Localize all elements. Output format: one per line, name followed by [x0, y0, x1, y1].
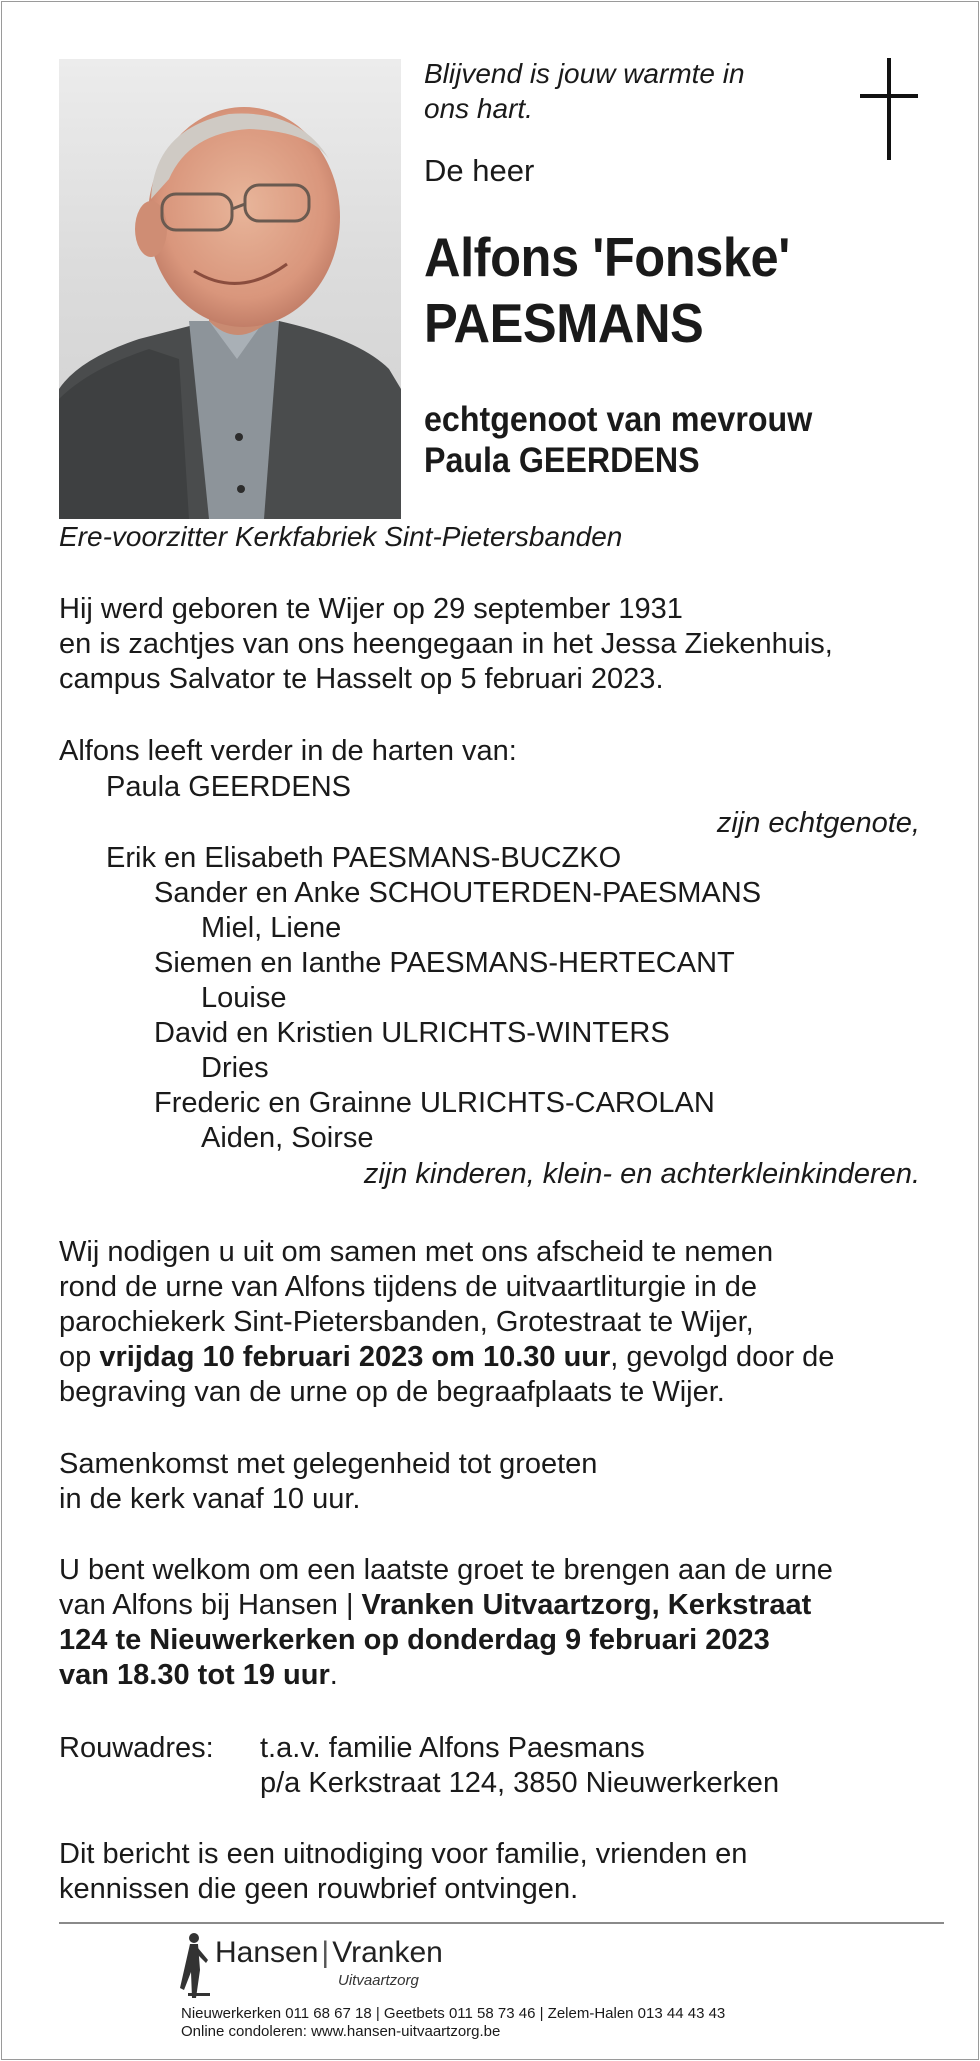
wife-name: Paula GEERDENS	[106, 771, 351, 803]
epitaph-line: ons hart.	[424, 93, 533, 124]
wife-caption: zijn echtgenote,	[716, 807, 920, 839]
address-line: t.a.v. familie Alfons Paesmans	[260, 1732, 645, 1764]
text-segment: op	[59, 1341, 100, 1373]
text-segment: , gevolgd door de	[610, 1341, 835, 1373]
text-line: begraving van de urne op de begraafplaats te Wijer.	[59, 1376, 725, 1408]
address-block	[260, 1731, 779, 1801]
name-line: Alfons 'Fonske'	[424, 226, 790, 288]
great-grandchildren: Louise	[201, 982, 287, 1014]
epitaph-quote	[424, 56, 745, 126]
name-line: PAESMANS	[424, 292, 704, 354]
family-caption: zijn kinderen, klein- en achterkleinkinderen.	[363, 1158, 920, 1190]
notice-text	[59, 1837, 747, 1907]
visitation-location: Vranken Uitvaartzorg, Kerkstraat	[361, 1589, 812, 1621]
text-segment: .	[329, 1659, 338, 1691]
visitation-text	[59, 1553, 833, 1693]
footer-divider	[59, 1922, 944, 1924]
survivors-intro: Alfons leeft verder in de harten van:	[59, 735, 517, 767]
spouse-line: Paula GEERDENS	[424, 441, 700, 480]
great-grandchildren: Aiden, Soirse	[201, 1122, 374, 1154]
text-line: campus Salvator te Hasselt op 5 februari 2023.	[59, 663, 664, 695]
text-line: 124 te Nieuwerkerken op donderdag 9 februari 2023	[59, 1624, 770, 1656]
portrait-photo	[59, 59, 401, 519]
text-line	[59, 1588, 833, 1623]
text-segment: van Alfons bij Hansen |	[59, 1589, 362, 1621]
grandchild-couple: Siemen en Ianthe PAESMANS-HERTECANT	[154, 947, 735, 979]
spouse-line: echtgenoot van mevrouw	[424, 400, 813, 439]
text-line: in de kerk vanaf 10 uur.	[59, 1483, 361, 1515]
epitaph-line: Blijvend is jouw warmte in	[424, 58, 745, 89]
logo-name-right: Vranken	[332, 1936, 443, 1969]
text-line	[59, 1658, 833, 1693]
text-line: Wij nodigen u uit om samen met ons afscheid te nemen	[59, 1236, 774, 1268]
text-line: parochiekerk Sint-Pietersbanden, Grotestraat te Wijer,	[59, 1306, 754, 1338]
grandchild-couple: Frederic en Grainne ULRICHTS-CAROLAN	[154, 1087, 715, 1119]
text-line: en is zachtjes van ons heengegaan in het Jessa Ziekenhuis,	[59, 628, 833, 660]
deceased-name	[424, 224, 790, 356]
visitation-time: van 18.30 tot 19 uur	[59, 1659, 330, 1691]
birth-death-text	[59, 592, 833, 697]
cross-icon	[860, 58, 920, 160]
spouse-block	[424, 399, 812, 481]
text-line: rond de urne van Alfons tijdens de uitvaartliturgie in de	[59, 1271, 758, 1303]
funeral-date: vrijdag 10 februari 2023 om 10.30 uur	[99, 1341, 611, 1373]
gathering-text	[59, 1447, 597, 1517]
children-names: Erik en Elisabeth PAESMANS-BUCZKO	[106, 842, 622, 874]
honorary-title: Ere-voorzitter Kerkfabriek Sint-Pietersbanden	[59, 521, 623, 552]
address-line: p/a Kerkstraat 124, 3850 Nieuwerkerken	[260, 1767, 780, 1799]
condolence-link[interactable]: Online condoleren: www.hansen-uitvaartzorg.be	[181, 2023, 501, 2040]
text-line: kennissen die geen rouwbrief ontvingen.	[59, 1873, 579, 1905]
text-line	[59, 1340, 834, 1375]
great-grandchildren: Miel, Liene	[201, 912, 342, 944]
text-line: U bent welkom om een laatste groet te brengen aan de urne	[59, 1554, 833, 1586]
text-line: Dit bericht is een uitnodiging voor familie, vrienden en	[59, 1838, 748, 1870]
salutation: De heer	[424, 153, 535, 188]
funeral-home-logo	[178, 1930, 478, 2000]
funeral-text	[59, 1235, 834, 1410]
grandchild-couple: David en Kristien ULRICHTS-WINTERS	[154, 1017, 670, 1049]
figure-icon	[180, 1933, 208, 1998]
contact-phones: Nieuwerkerken 011 68 67 18 | Geetbets 011 58 73 46 | Zelem-Halen 013 44 43 43	[181, 2005, 726, 2022]
grandchild-couple: Sander en Anke SCHOUTERDEN-PAESMANS	[154, 877, 762, 909]
contact-info	[181, 2005, 725, 2041]
logo-subtitle: Uitvaartzorg	[338, 1972, 419, 1989]
logo-divider: |	[321, 1936, 330, 1969]
logo-name-left: Hansen	[215, 1936, 319, 1969]
text-line: Hij werd geboren te Wijer op 29 september 1931	[59, 593, 683, 625]
text-line: Samenkomst met gelegenheid tot groeten	[59, 1448, 598, 1480]
great-grandchildren: Dries	[201, 1052, 269, 1084]
logo-wordmark	[215, 1936, 443, 1970]
address-label: Rouwadres:	[59, 1732, 214, 1764]
